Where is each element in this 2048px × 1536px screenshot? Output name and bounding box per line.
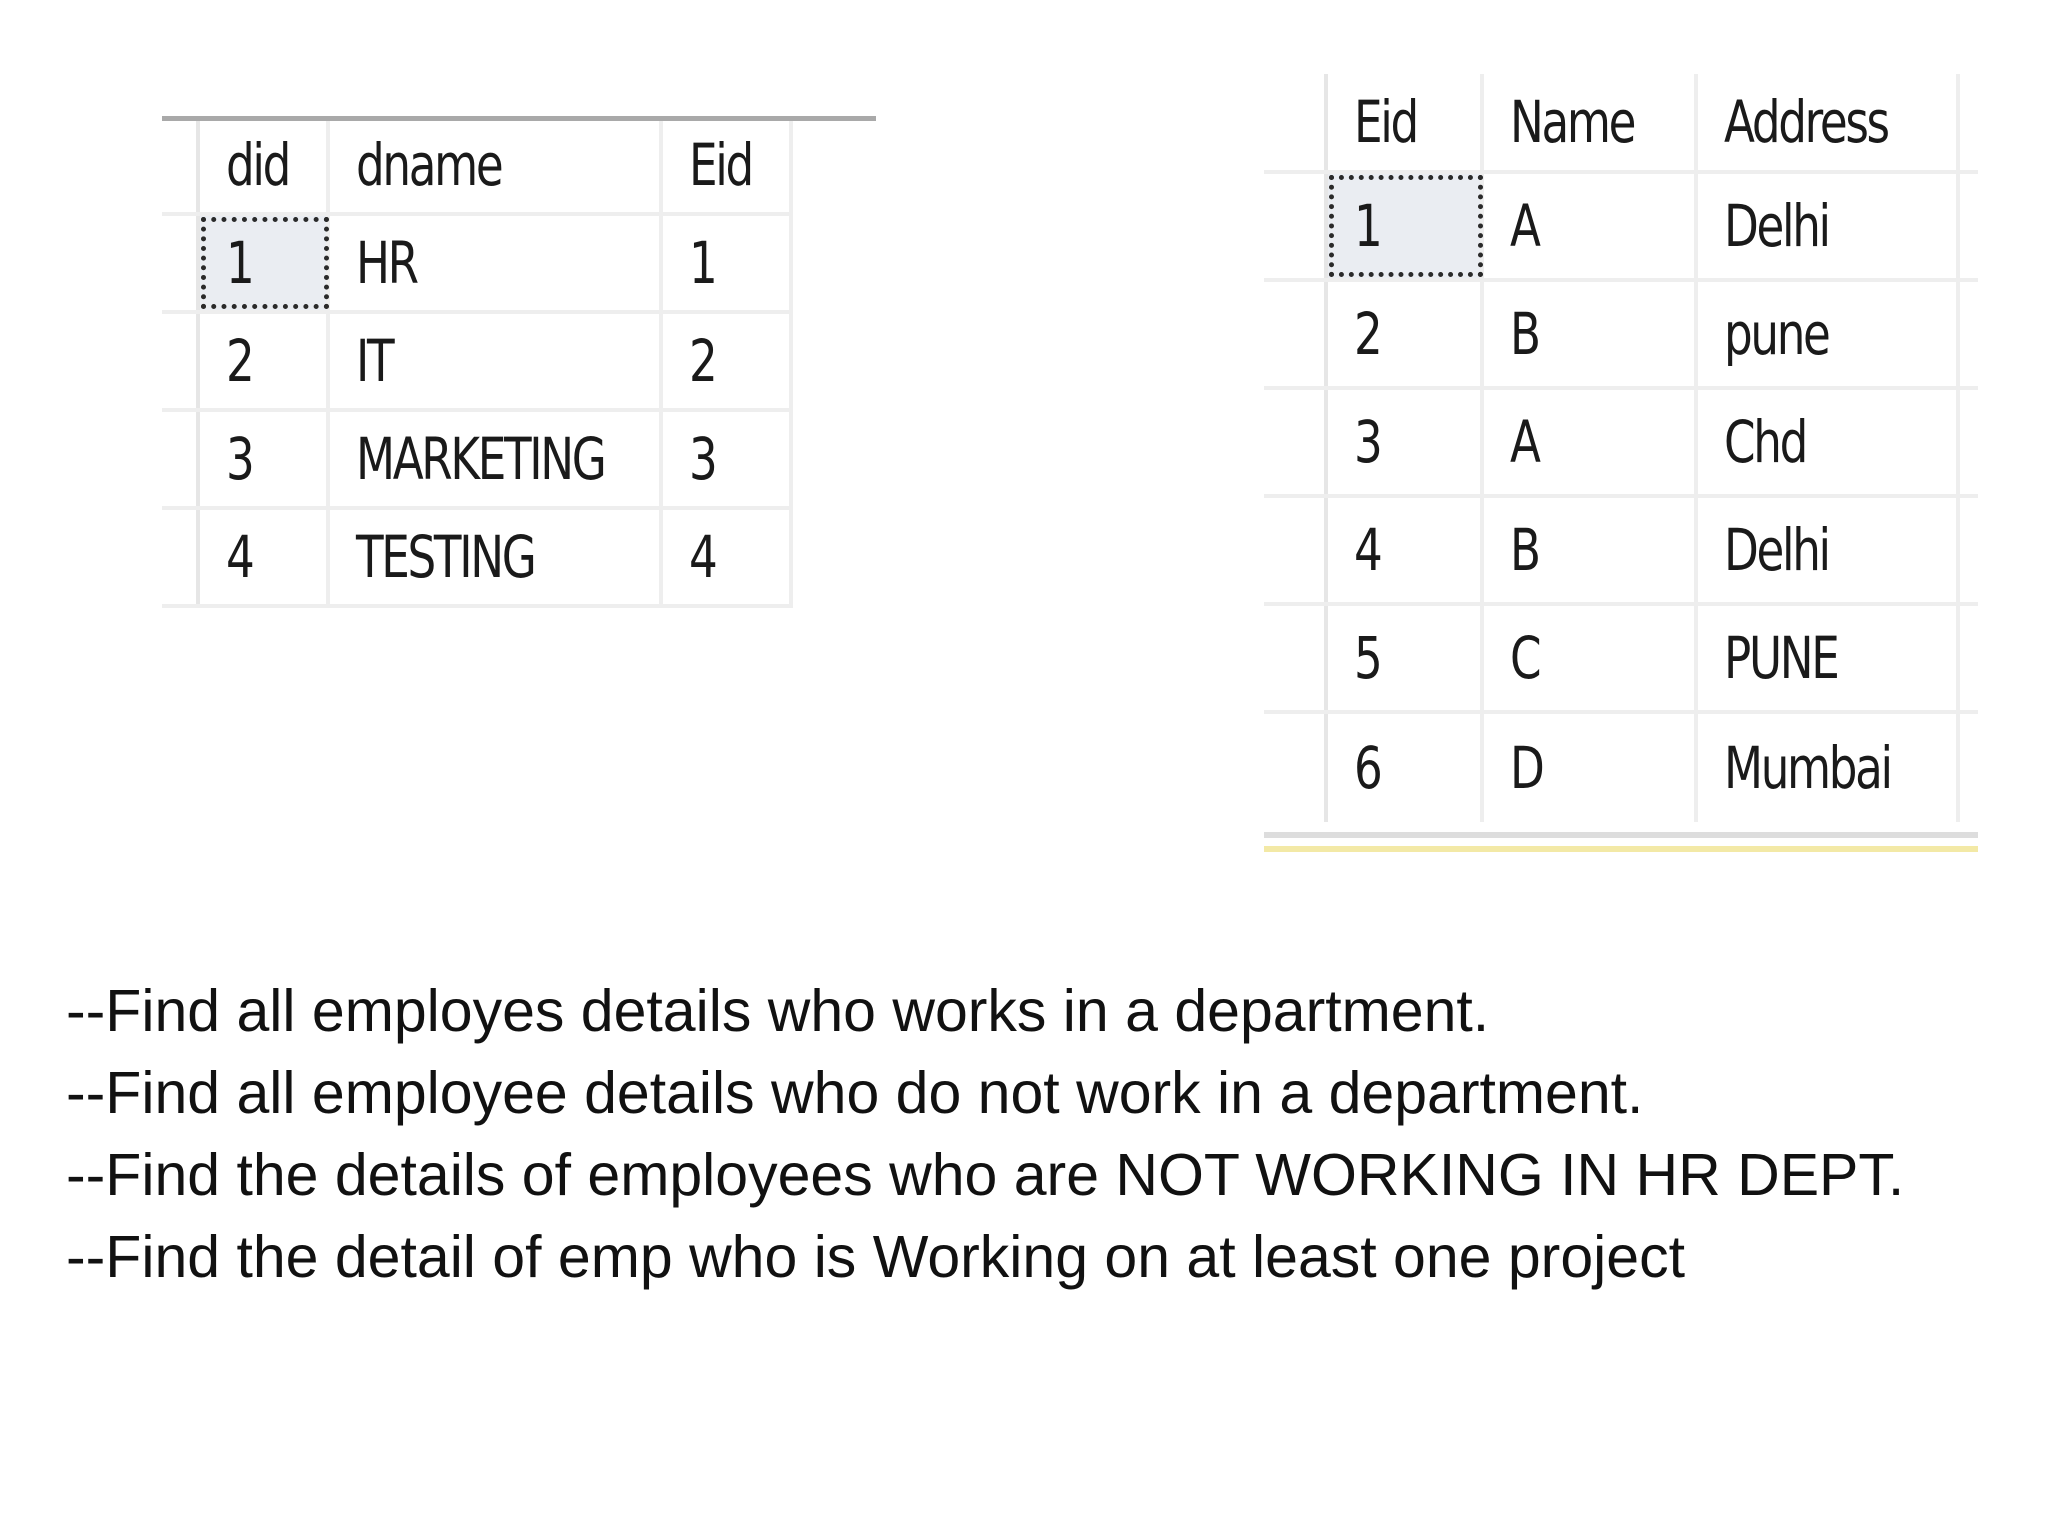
table-cell[interactable] (1698, 282, 1960, 386)
question-item: --Find the details of employees who are NOT WORKING IN HR DEPT. (66, 1142, 1905, 1208)
row-selector[interactable] (1264, 498, 1328, 602)
cell-value: MARKETING (356, 425, 605, 493)
cell-value: 3 (226, 425, 253, 493)
table-cell[interactable] (330, 412, 663, 506)
column-header-did[interactable] (200, 118, 330, 212)
row-header-gutter (162, 118, 200, 212)
table-cell[interactable] (200, 314, 330, 408)
column-header-name[interactable] (1484, 74, 1698, 170)
table-row[interactable] (162, 216, 793, 314)
table-cell[interactable] (663, 314, 793, 408)
table-cell[interactable] (330, 216, 663, 310)
table-cell[interactable] (1328, 390, 1484, 494)
row-selector[interactable] (162, 412, 200, 506)
cell-value: TESTING (356, 523, 535, 591)
column-header-dname[interactable] (330, 118, 663, 212)
cell-value: 2 (1354, 300, 1381, 368)
table-cell[interactable] (1698, 606, 1960, 710)
table-cell[interactable] (1484, 390, 1698, 494)
cell-value: Chd (1724, 408, 1806, 476)
cell-value: IT (356, 327, 393, 395)
cell-value: B (1510, 300, 1539, 368)
table-row[interactable] (1264, 282, 1978, 390)
cell-value: A (1510, 192, 1539, 260)
cell-value: A (1510, 408, 1539, 476)
table-cell[interactable] (1484, 174, 1698, 278)
table-cell[interactable] (200, 510, 330, 604)
column-header-eid[interactable] (1328, 74, 1484, 170)
table-cell[interactable] (1484, 282, 1698, 386)
table-cell[interactable] (663, 216, 793, 310)
grid-top-border (162, 116, 876, 121)
cell-value: 2 (689, 327, 716, 395)
column-header-label: Eid (1354, 88, 1417, 156)
row-selector[interactable] (1264, 174, 1328, 278)
column-header-label: did (226, 131, 289, 199)
table-cell[interactable] (1484, 498, 1698, 602)
cell-value: Delhi (1724, 516, 1829, 584)
table-row[interactable] (1264, 498, 1978, 606)
cell-value: 2 (226, 327, 253, 395)
cell-value: 5 (1354, 624, 1381, 692)
row-selector[interactable] (1264, 714, 1328, 822)
column-header-label: Address (1724, 88, 1888, 156)
table-cell[interactable] (1328, 606, 1484, 710)
table-cell[interactable] (330, 510, 663, 604)
employee-result-grid (1264, 74, 1978, 852)
column-header-eid[interactable] (663, 118, 793, 212)
table-cell[interactable] (1698, 714, 1960, 822)
row-header-gutter (1264, 74, 1328, 170)
grid-header-row (1264, 74, 1978, 174)
table-row[interactable] (1264, 390, 1978, 498)
table-cell-selected[interactable] (1328, 174, 1484, 278)
cell-value: 3 (689, 425, 716, 493)
column-header-label: dname (356, 131, 502, 199)
row-selector[interactable] (162, 510, 200, 604)
row-selector[interactable] (1264, 606, 1328, 710)
department-result-grid (162, 118, 793, 608)
cell-value: 4 (689, 523, 716, 591)
cell-value: 1 (226, 229, 253, 297)
cell-value: 1 (1354, 192, 1381, 260)
row-selector[interactable] (1264, 282, 1328, 386)
cell-value: 3 (1354, 408, 1381, 476)
row-selector[interactable] (162, 216, 200, 310)
table-cell[interactable] (1484, 606, 1698, 710)
cell-value: PUNE (1724, 624, 1838, 692)
question-item: --Find the detail of emp who is Working on at least one project (66, 1224, 1685, 1290)
column-header-label: Eid (689, 131, 752, 199)
row-selector[interactable] (162, 314, 200, 408)
table-cell[interactable] (1328, 282, 1484, 386)
table-cell[interactable] (1484, 714, 1698, 822)
table-row[interactable] (162, 314, 793, 412)
table-cell[interactable] (1328, 714, 1484, 822)
row-selector[interactable] (1264, 390, 1328, 494)
table-row[interactable] (1264, 174, 1978, 282)
cell-value: 4 (226, 523, 253, 591)
table-cell[interactable] (1698, 498, 1960, 602)
grid-header-row (162, 118, 793, 216)
cell-value: 6 (1354, 734, 1381, 802)
cell-value: 1 (689, 229, 716, 297)
cell-value: Delhi (1724, 192, 1829, 260)
cell-value: 4 (1354, 516, 1381, 584)
table-cell[interactable] (1698, 174, 1960, 278)
table-cell[interactable] (663, 510, 793, 604)
cell-value: HR (356, 229, 417, 297)
grid-status-strip (1264, 846, 1978, 852)
cell-value: B (1510, 516, 1539, 584)
table-row[interactable] (1264, 714, 1978, 822)
table-cell[interactable] (330, 314, 663, 408)
table-row[interactable] (1264, 606, 1978, 714)
cell-value: D (1510, 734, 1543, 802)
table-cell[interactable] (1328, 498, 1484, 602)
question-list (66, 970, 1904, 1298)
column-header-address[interactable] (1698, 74, 1960, 170)
table-cell[interactable] (663, 412, 793, 506)
grid-bottom-border (1264, 832, 1978, 838)
column-header-label: Name (1510, 88, 1635, 156)
table-row[interactable] (162, 412, 793, 510)
table-cell[interactable] (1698, 390, 1960, 494)
table-row[interactable] (162, 510, 793, 608)
cell-value: pune (1724, 300, 1829, 368)
cell-value: C (1510, 624, 1540, 692)
question-item: --Find all employes details who works in a department. (66, 978, 1490, 1044)
table-cell-selected[interactable] (200, 216, 330, 310)
table-cell[interactable] (200, 412, 330, 506)
question-item: --Find all employee details who do not work in a department. (66, 1060, 1644, 1126)
cell-value: Mumbai (1724, 734, 1891, 802)
